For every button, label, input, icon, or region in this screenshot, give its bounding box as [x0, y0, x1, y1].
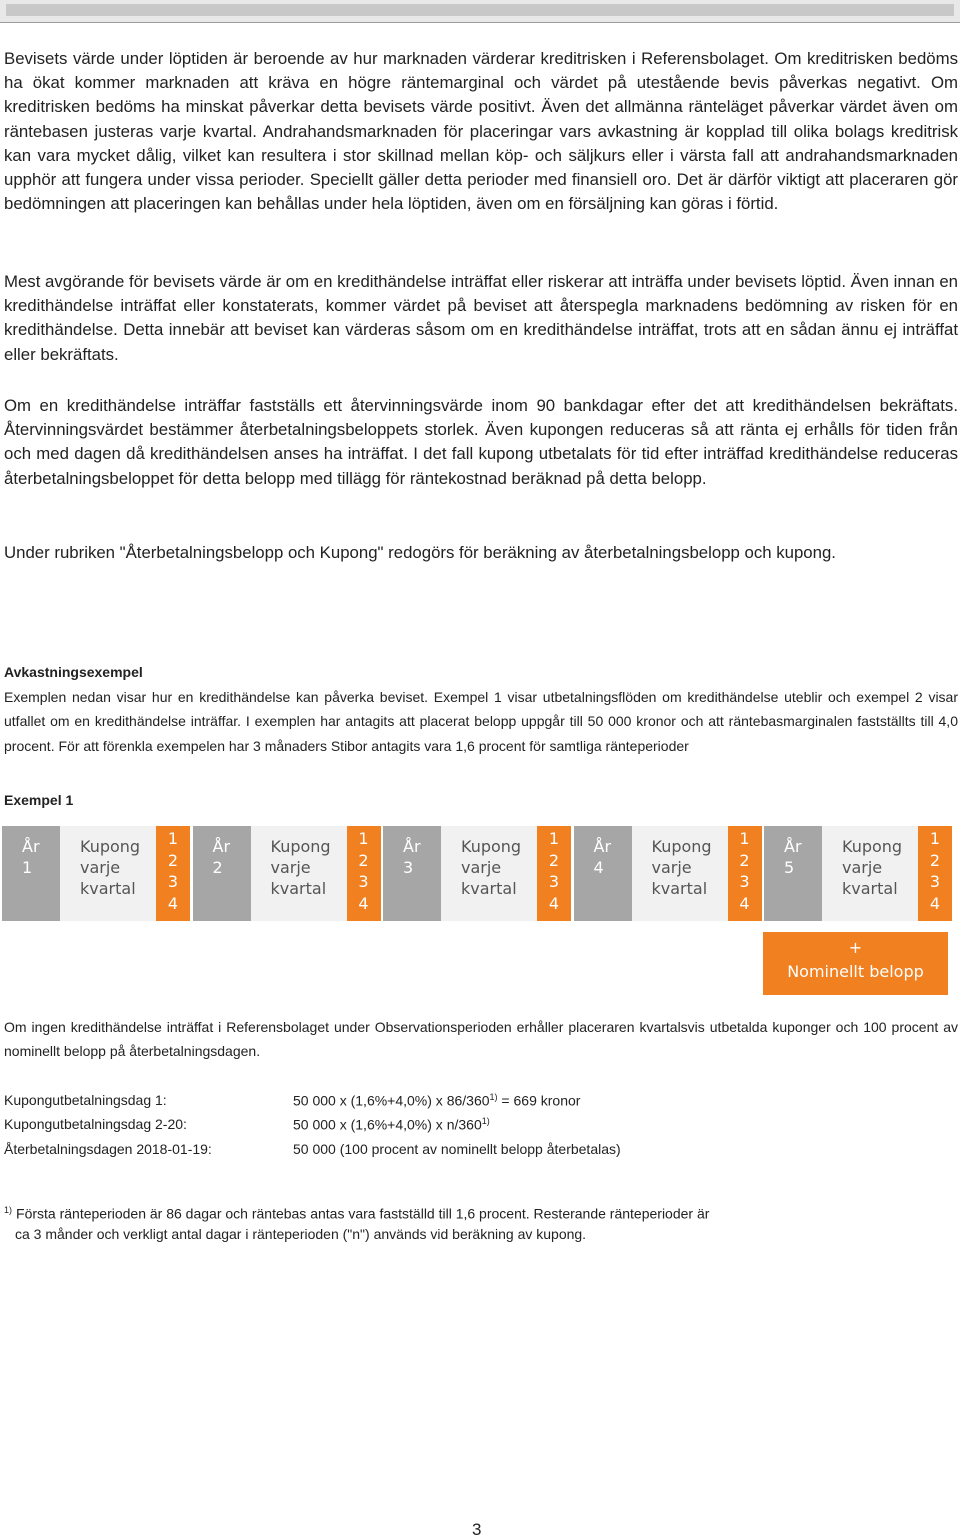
year-label — [193, 826, 251, 921]
quarter-number: 4 — [929, 893, 941, 913]
year-number: 4 — [593, 858, 604, 877]
coupon-word: Kupong — [842, 837, 903, 856]
year-number: 2 — [212, 858, 223, 877]
nominal-amount-box — [763, 932, 948, 995]
quarter-column — [918, 826, 952, 921]
quarter-number: 1 — [167, 829, 179, 848]
year-block — [193, 826, 381, 921]
quarter-number: 1 — [358, 829, 369, 848]
footnote-text-1: Första ränteperioden är 86 dagar och räntebas antas vara fastställd till 1,6 procent. Resterande ränteperioder är — [16, 1205, 710, 1222]
footnote-ref: 1) — [481, 1116, 490, 1126]
footnote — [4, 1200, 864, 1245]
coupon-label — [60, 826, 156, 921]
quarter-column — [347, 826, 381, 921]
paragraph-credit-event: Mest avgörande för bevisets värde är om en kredithändelse inträffat eller riskerar att inträffa under bevisets löptid. Även innan en kredithändelse inträffat eller konstaterats, kommer värdet på beviset att återspegla marknadens bedömning av risken för en kredithändelse. Detta innebär att beviset kan värderas såsom om en kredithändelse inträffat, trots att en sådan ännu ej inträffat eller bekräftats. — [4, 272, 958, 364]
coupon-word: Kupong — [461, 837, 522, 856]
quarter-number: 4 — [358, 893, 369, 913]
quarter-number: 2 — [548, 850, 560, 870]
calc-formula: 50 000 x (1,6%+4,0%) x n/360 — [293, 1116, 482, 1133]
year-label — [574, 826, 632, 921]
coupon-label — [632, 826, 728, 921]
year-word: År — [403, 837, 421, 856]
section-text: Exemplen nedan visar hur en kredithändelse kan påverka beviset. Exempel 1 visar utbetalningsflöden om kredithändelse uteblir och exempel 2 visar utfallet om en kredithändelse inträffar. I exemplen har antagits att placerat belopp uppgår till 50 000 kronor och att räntebasmarginalen fastställts till 4,0 procent. För att förenkla exempelen har 3 månaders Stibor antagits vara 1,6 procent för samtliga ränteperioder — [4, 689, 958, 754]
example-title: Exempel 1 — [4, 792, 74, 808]
coupon-word: varje — [651, 858, 692, 877]
quarter-number: 3 — [929, 872, 941, 891]
paragraph-value-risk: Bevisets värde under löptiden är beroende av hur marknaden värderar kreditrisken i Referensbolaget. Om kreditrisken bedöms ha ökat kommer marknaden att kräva en högre räntemarginal och värdet på utestående bevis påverkas negativt. Om kreditrisken bedöms ha minskat påverkar detta bevisets värde positivt. Även det allmänna ränteläget påverkar värdet även om räntebasen justeras varje kvartal. Andrahandsmarknaden för placeringar vars avkastning är kopplad till olika bolags kreditrisk kan vara mycket dålig, vilket kan resultera i stor skillnad mellan köp- och säljkurs eller i värsta fall att andrahandsmarknaden upphör att fungera under vissa perioder. Speciellt gäller detta perioder med finansiell oro. Det är därför viktigt att placeraren gör bedömningen att placeringen kan behållas under hela löptiden, även om en försäljning kan göras i förtid. — [4, 49, 958, 214]
quarter-number: 3 — [358, 872, 369, 891]
paragraph-recovery-value: Om en kredithändelse inträffar fastställs ett återvinningsvärde inom 90 bankdagar efter det att kredithändelsen bekräftats. Återvinningsvärdet bestämmer återbetalningsbeloppets storlek. Även kupongen reduceras så att ränta ej erhålls för tiden från och med dagen då kredithändelsen anses ha inträffat. I det fall kupong utbetalats för tid efter inträffad kredithändelse reduceras återbetalningsbeloppet för detta belopp med tillägg för räntekostnad beräknad på detta belopp. — [4, 396, 958, 488]
quarter-number: 4 — [167, 893, 179, 913]
year-number: 5 — [784, 858, 795, 877]
section-title: Avkastningsexempel — [4, 664, 143, 680]
coupon-word: kvartal — [461, 879, 517, 898]
header-bar — [0, 0, 960, 23]
year-number: 3 — [403, 858, 414, 877]
footnote-line-1 — [4, 1200, 864, 1224]
coupon-word: kvartal — [80, 879, 136, 898]
plus-sign: + — [848, 938, 863, 957]
year-label — [2, 826, 60, 921]
coupon-label — [822, 826, 918, 921]
calc-label: Kupongutbetalningsdag 2-20: — [4, 1116, 187, 1132]
quarter-column — [156, 826, 190, 921]
year-block — [2, 826, 190, 921]
quarter-number: 1 — [929, 829, 941, 848]
year-word: År — [212, 837, 231, 856]
coupon-word: varje — [842, 858, 883, 877]
coupon-word: kvartal — [651, 879, 708, 898]
quarter-column — [728, 826, 762, 921]
coupon-word: varje — [80, 858, 121, 877]
year-block — [574, 826, 762, 921]
year-label — [383, 826, 441, 921]
year-word: År — [593, 837, 612, 856]
coupon-word: Kupong — [80, 837, 141, 856]
coupon-word: Kupong — [270, 837, 331, 856]
coupon-word: kvartal — [842, 879, 898, 898]
year-label — [764, 826, 822, 921]
quarter-number: 2 — [929, 850, 941, 870]
year-block — [764, 826, 952, 921]
year-number: 1 — [22, 858, 33, 877]
quarter-number: 1 — [548, 829, 560, 848]
outcome-text: Om ingen kredithändelse inträffat i Referensbolaget under Observationsperioden erhåller placeraren kvartalsvis utbetalda kuponger och 100 procent av nominellt belopp på återbetalningsdagen. — [4, 1019, 958, 1060]
quarter-number: 4 — [548, 893, 560, 913]
footnote-line-2: ca 3 månder och verkligt antal dagar i ränteperioden ("n") används vid beräkning av kupong. — [15, 1226, 587, 1243]
year-word: År — [22, 837, 40, 856]
quarter-number: 2 — [167, 850, 179, 870]
coupon-label — [441, 826, 537, 921]
quarter-number: 1 — [739, 829, 750, 848]
calc-formula: 50 000 x (1,6%+4,0%) x 86/360 — [293, 1092, 490, 1109]
coupon-word: Kupong — [651, 837, 712, 856]
calc-label: Kupongutbetalningsdag 1: — [4, 1092, 167, 1108]
coupon-word: kvartal — [270, 879, 327, 898]
footnote-ref: 1) — [489, 1092, 498, 1102]
calc-value — [293, 1116, 490, 1133]
quarter-number: 4 — [739, 893, 750, 913]
page-number: 3 — [472, 1520, 482, 1539]
header-bar-inner — [6, 4, 954, 16]
coupon-word: varje — [461, 858, 502, 877]
calc-label: Återbetalningsdagen 2018-01-19: — [4, 1141, 212, 1157]
calc-result: = 669 kronor — [497, 1092, 581, 1109]
nominal-amount-label: Nominellt belopp — [787, 962, 924, 981]
quarter-number: 3 — [548, 872, 560, 891]
year-word: År — [784, 837, 802, 856]
footnote-marker: 1) — [4, 1205, 13, 1215]
calc-value: 50 000 (100 procent av nominellt belopp återbetalas) — [293, 1141, 621, 1157]
coupon-word: varje — [270, 858, 311, 877]
coupon-label — [251, 826, 347, 921]
calc-value — [293, 1092, 580, 1109]
quarter-column — [537, 826, 571, 921]
quarter-number: 3 — [739, 872, 750, 891]
quarter-number: 2 — [358, 850, 369, 870]
quarter-number: 3 — [167, 872, 179, 891]
paragraph-reference: Under rubriken "Återbetalningsbelopp och Kupong" redogörs för beräkning av återbetalningsbelopp och kupong. — [4, 543, 836, 562]
quarter-number: 2 — [739, 850, 750, 870]
year-block — [383, 826, 571, 921]
